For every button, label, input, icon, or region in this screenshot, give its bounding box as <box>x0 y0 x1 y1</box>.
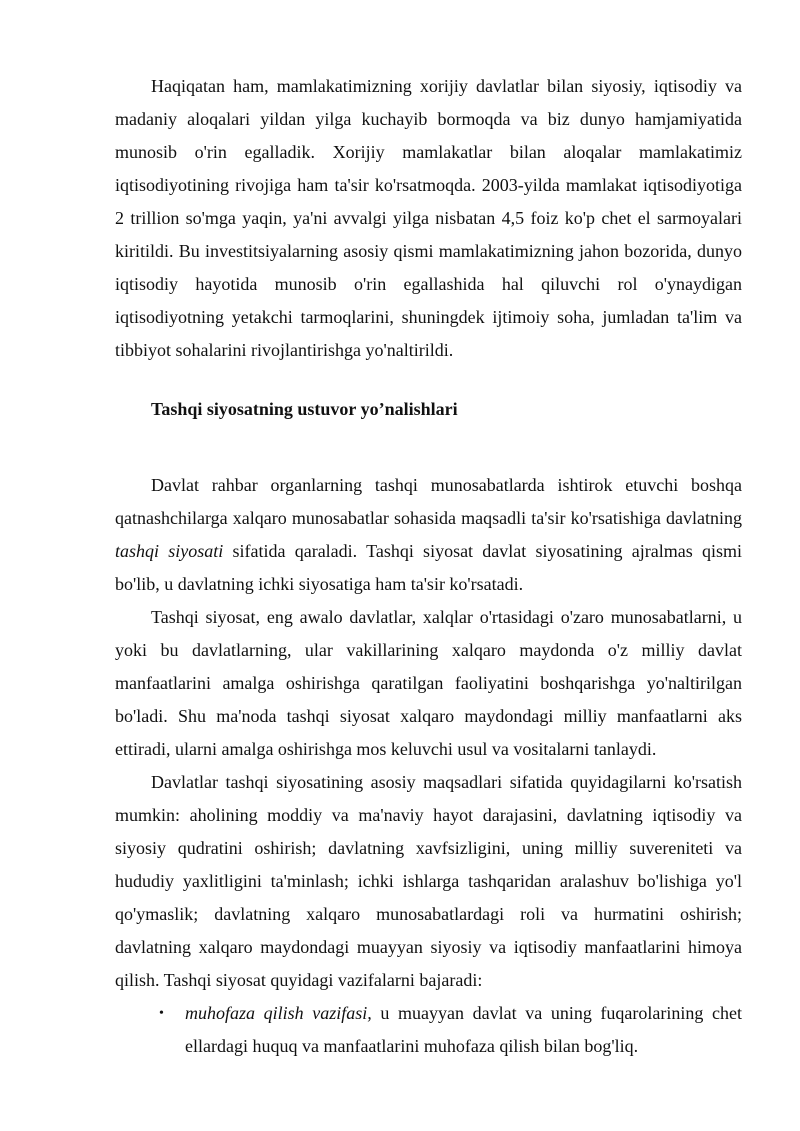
bullet-icon: • <box>159 1006 164 1021</box>
paragraph-definition-end: sifatida qaraladi. Tashqi siyosat davlat siyosatining ajralmas qismi bo'lib, u davlatning ichki siyosatiga ham ta'sir ko'rsatadi. <box>115 541 742 594</box>
paragraph-intro: Haqiqatan ham, mamlakatimizning xorijiy davlatlar bilan siyosiy, iqtisodiy va madaniy aloqalari yildan yilga kuchayib bormoqda va biz dunyo hamjamiyatida munosib o'rin egalladik. Xorijiy mamlakatlar bilan aloqalar mamlakatimiz iqtisodiyotining rivojiga ham ta'sir ko'rsatmoqda. 2003-yilda mamlakat iqtisodiyotiga 2 trillion so'mga yaqin, ya'ni avvalgi yilga nisbatan 4,5 foiz ko'p chet el sarmoyalari kiritildi. Bu investitsiyalarning asosiy qismi mamlakatimizning jahon bozorida, dunyo iqtisodiy hayotida munosib o'rin egallashida hal qiluvchi rol o'ynaydigan iqtisodiyotning yetakchi tarmoqlarini, shuningdek ijtimoiy soha, jumladan ta'lim va tibbiyot sohalarini rivojlantirishga yo'naltirildi. <box>115 76 742 360</box>
paragraph-definition-start: Davlat rahbar organlarning tashqi munosabatlarda ishtirok etuvchi boshqa qatnashchilarga xalqaro munosabatlar sohasida maqsadli ta'sir ko'rsatishiga davlatning <box>115 475 742 528</box>
paragraph-definition <box>115 469 742 601</box>
paragraph-foreign-policy: Tashqi siyosat, eng awalo davlatlar, xalqlar o'rtasidagi o'zaro munosabatlarni, u yoki bu davlatlarning, ular vakillarining xalqaro maydonda o'z milliy davlat manfaatlarini amalga oshirishga qaratilgan faoliyatini boshqarishga yo'naltirilgan bo'ladi. Shu ma'noda tashqi siyosat xalqaro maydondagi milliy manfaatlarni aks ettiradi, ularni amalga oshirishga mos keluvchi usul va vositalarni tanlaydi. <box>115 607 742 759</box>
list-item-term: muhofaza qilish vazifasi, <box>185 1003 372 1023</box>
list-item <box>185 997 742 1063</box>
term-tashqi-siyosati: tashqi siyosati <box>115 541 224 561</box>
paragraph-goals: Davlatlar tashqi siyosatining asosiy maqsadlari sifatida quyidagilarni ko'rsatish mumkin: aholining moddiy va ma'naviy hayot darajasini, davlatning iqtisodiy va siyosiy qudratini oshirish; davlatning xavfsizligini, uning milliy suvereniteti va hududiy yaxlitligini ta'minlash; ichki ishlarga tashqaridan aralashuv bo'lishiga yo'l qo'ymaslik; davlatning xalqaro munosabatlardagi roli va hurmatini oshirish; davlatning xalqaro maydondagi muayyan siyosiy va iqtisodiy manfaatlarini himoya qilish. Tashqi siyosat quyidagi vazifalarni bajaradi: <box>115 772 742 990</box>
list-item-text: u muayyan davlat va uning fuqarolarining chet ellardagi huquq va manfaatlarini muhofaza qilish bilan bog'liq. <box>185 1003 742 1056</box>
section-heading: Tashqi siyosatning ustuvor yo’nalishlari <box>151 399 458 419</box>
